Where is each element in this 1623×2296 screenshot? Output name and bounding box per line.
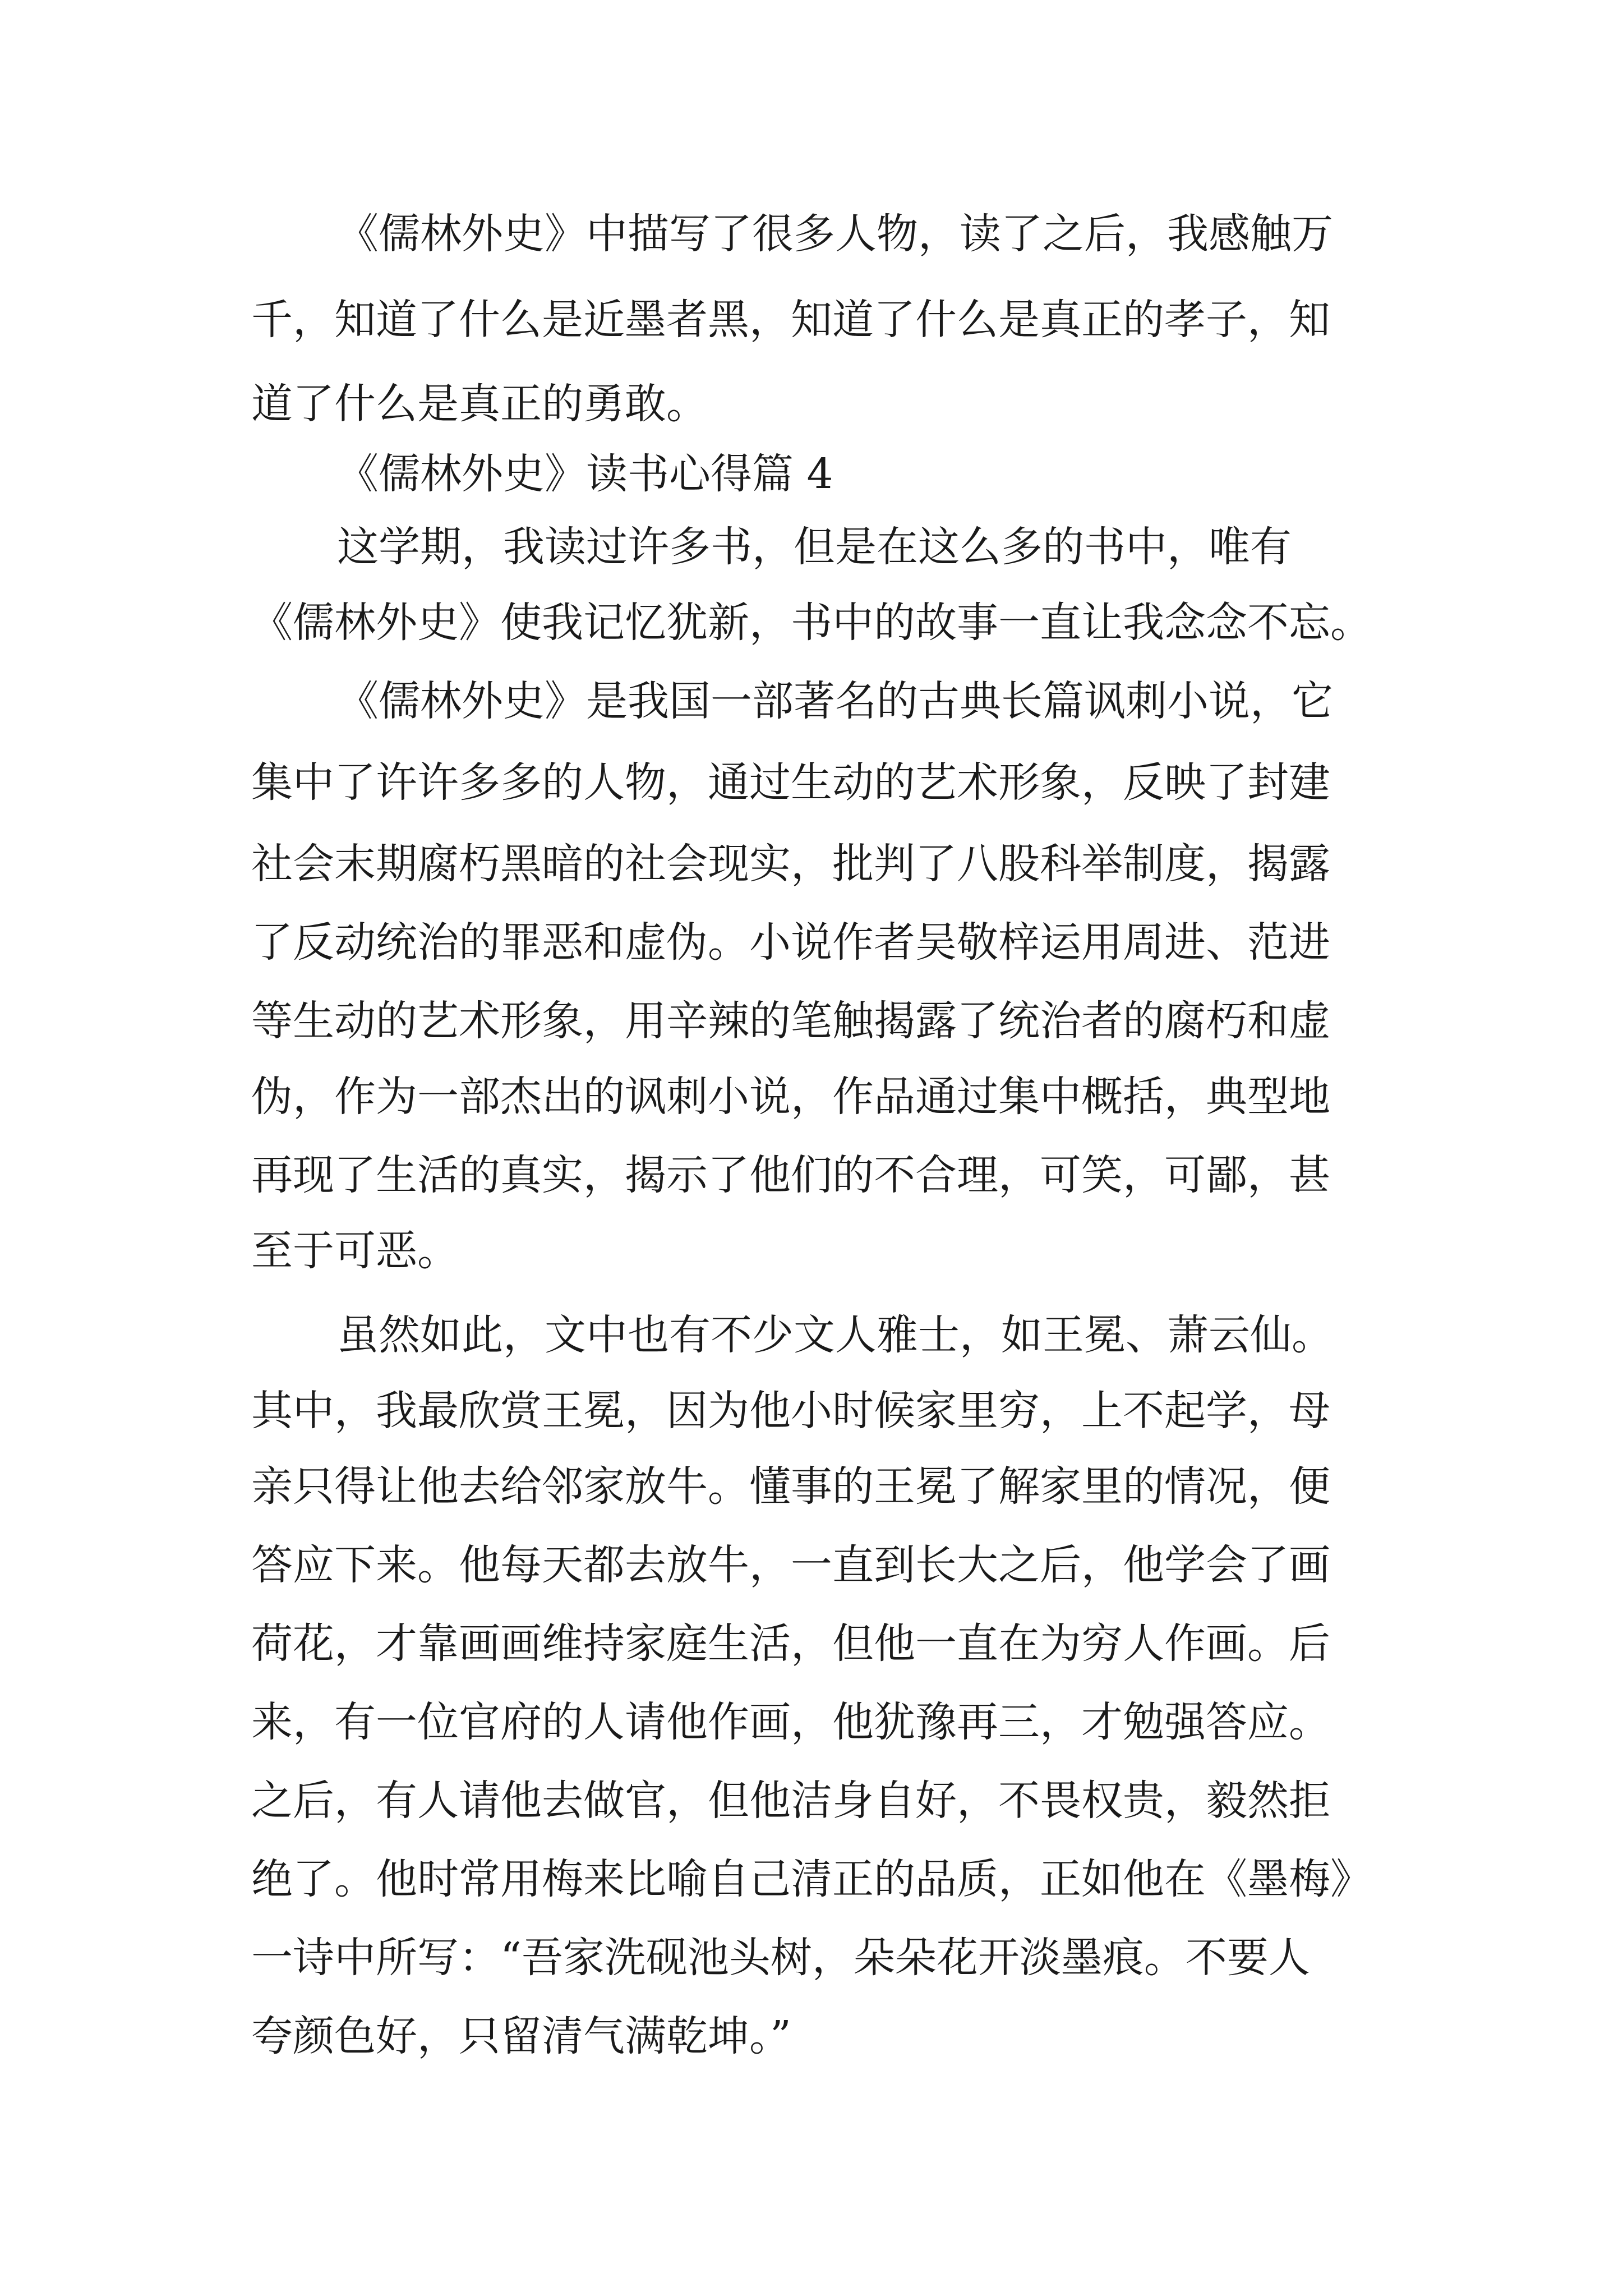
text-line: 《儒林外史》使我记忆犹新，书中的故事一直让我念念不忘。 — [251, 599, 1372, 647]
text-line: 夸颜色好，只留清气满乾坤。” — [251, 2012, 791, 2060]
text-line: 伪，作为一部杰出的讽刺小说，作品通过集中概括，典型地 — [251, 1073, 1330, 1121]
text-line: 等生动的艺术形象，用辛辣的笔触揭露了统治者的腐朽和虚 — [251, 997, 1330, 1045]
text-line: 之后，有人请他去做官，但他洁身自好，不畏权贵，毅然拒 — [251, 1777, 1330, 1825]
text-line: 道了什么是真正的勇敢。 — [251, 380, 708, 428]
text-line: 荷花，才靠画画维持家庭生活，但他一直在为穷人作画。后 — [251, 1619, 1330, 1668]
text-line: 千，知道了什么是近墨者黑，知道了什么是真正的孝子，知 — [251, 296, 1330, 344]
section-heading: 《儒林外史》读书心得篇 4 — [337, 450, 833, 498]
text-line: 答应下来。他每天都去放牛，一直到长大之后，他学会了画 — [251, 1541, 1330, 1589]
text-line: 其中，我最欣赏王冕，因为他小时候家里穷，上不起学，母 — [251, 1387, 1330, 1435]
text-line: 绝了。他时常用梅来比喻自己清正的品质，正如他在《墨梅》 — [251, 1855, 1372, 1903]
text-line: 虽然如此，文中也有不少文人雅士，如王冕、萧云仙。 — [337, 1311, 1333, 1359]
text-line: 至于可恶。 — [251, 1227, 459, 1275]
text-line: 再现了生活的真实，揭示了他们的不合理，可笑，可鄙，甚 — [251, 1151, 1330, 1199]
text-line: 集中了许许多多的人物，通过生动的艺术形象，反映了封建 — [251, 758, 1330, 807]
text-line: 这学期，我读过许多书，但是在这么多的书中，唯有 — [337, 523, 1292, 571]
text-line: 《儒林外史》中描写了很多人物，读了之后，我感触万 — [337, 210, 1333, 258]
text-line: 了反动统治的罪恶和虚伪。小说作者吴敬梓运用周进、范进 — [251, 918, 1330, 967]
text-line: 《儒林外史》是我国一部著名的古典长篇讽刺小说，它 — [337, 677, 1333, 725]
text-line: 一诗中所写：“吾家洗砚池头树，朵朵花开淡墨痕。不要人 — [251, 1934, 1310, 1982]
text-line: 亲只得让他去给邻家放牛。懂事的王冕了解家里的情况，便 — [251, 1462, 1330, 1511]
text-line: 社会末期腐朽黑暗的社会现实，批判了八股科举制度，揭露 — [251, 840, 1330, 888]
text-line: 来，有一位官府的人请他作画，他犹豫再三，才勉强答应。 — [251, 1698, 1330, 1746]
